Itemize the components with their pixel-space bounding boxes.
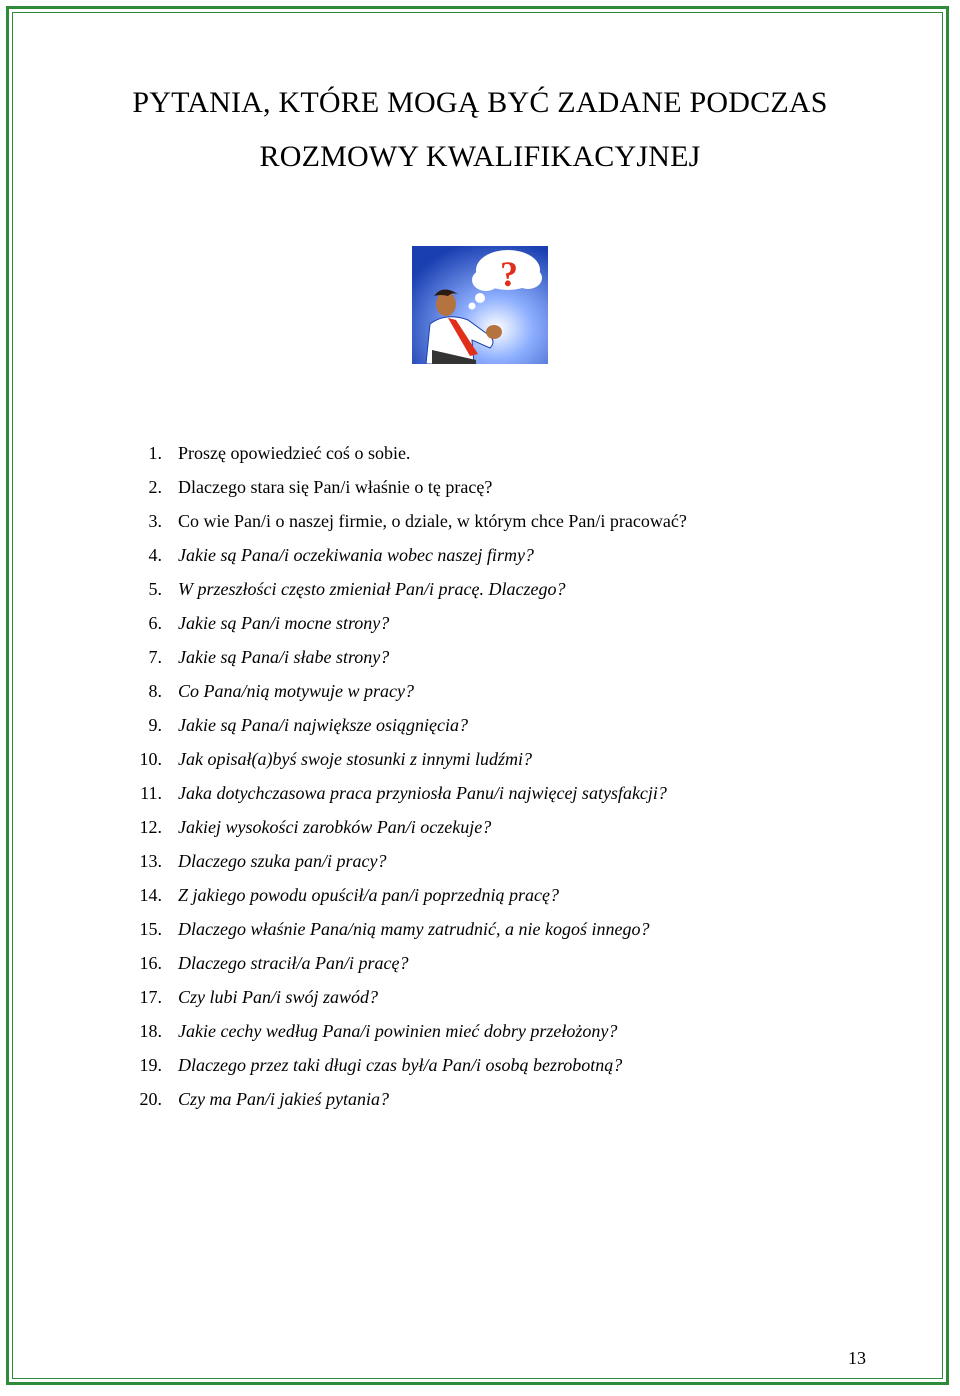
question-number: 13. bbox=[139, 851, 162, 871]
question-number: 20. bbox=[139, 1089, 162, 1109]
question-text: Z jakiego powodu opuścił/a pan/i poprzednią pracę? bbox=[178, 885, 559, 905]
question-text: Jakie są Pan/i mocne strony? bbox=[178, 613, 390, 633]
svg-text:?: ? bbox=[500, 254, 518, 294]
question-number: 10. bbox=[139, 749, 162, 769]
question-text: Dlaczego szuka pan/i pracy? bbox=[178, 851, 387, 871]
question-text: Proszę opowiedzieć coś o sobie. bbox=[178, 443, 411, 463]
question-text: Jakie są Pana/i największe osiągnięcia? bbox=[178, 715, 468, 735]
question-text: Dlaczego stracił/a Pan/i pracę? bbox=[178, 953, 409, 973]
page-title-line-1: PYTANIA, KTÓRE MOGĄ BYĆ ZADANE PODCZAS bbox=[132, 86, 828, 119]
question-number: 6. bbox=[148, 613, 162, 633]
question-text: Dlaczego przez taki długi czas był/a Pan/i osobą bezrobotną? bbox=[178, 1055, 623, 1075]
question-number: 19. bbox=[139, 1055, 162, 1075]
question-number: 5. bbox=[148, 579, 162, 599]
question-number: 1. bbox=[148, 443, 162, 463]
page-title-line-2: ROZMOWY KWALIFIKACYJNEJ bbox=[259, 140, 701, 173]
question-text: Dlaczego stara się Pan/i właśnie o tę pracę? bbox=[178, 477, 493, 497]
question-text: Co Pana/nią motywuje w pracy? bbox=[178, 681, 414, 701]
question-number: 14. bbox=[139, 885, 162, 905]
question-number: 15. bbox=[139, 919, 162, 939]
question-text: Jaka dotychczasowa praca przyniosła Panu/i najwięcej satysfakcji? bbox=[178, 783, 667, 803]
question-text: Jakie są Pana/i oczekiwania wobec naszej firmy? bbox=[178, 545, 534, 565]
question-text: Jakie cechy według Pana/i powinien mieć dobry przełożony? bbox=[178, 1021, 618, 1041]
question-number: 12. bbox=[139, 817, 162, 837]
question-number: 3. bbox=[148, 511, 162, 531]
question-text: Czy lubi Pan/i swój zawód? bbox=[178, 987, 379, 1007]
question-text: W przeszłości często zmieniał Pan/i pracę. Dlaczego? bbox=[178, 579, 566, 599]
question-number: 8. bbox=[148, 681, 162, 701]
page-number: 13 bbox=[848, 1348, 866, 1368]
question-text: Co wie Pan/i o naszej firmie, o dziale, w którym chce Pan/i pracować? bbox=[178, 511, 687, 531]
question-number: 11. bbox=[140, 783, 162, 803]
question-text: Dlaczego właśnie Pana/nią mamy zatrudnić, a nie kogoś innego? bbox=[178, 919, 650, 939]
question-text: Jakie są Pana/i słabe strony? bbox=[178, 647, 390, 667]
question-text: Jak opisał(a)byś swoje stosunki z innymi ludźmi? bbox=[178, 749, 532, 769]
question-number: 16. bbox=[139, 953, 162, 973]
question-number: 9. bbox=[148, 715, 162, 735]
man-thinking-question-icon bbox=[412, 246, 548, 364]
question-number: 18. bbox=[139, 1021, 162, 1041]
question-text: Jakiej wysokości zarobków Pan/i oczekuje? bbox=[178, 817, 492, 837]
question-number: 2. bbox=[148, 477, 162, 497]
question-number: 4. bbox=[148, 545, 162, 565]
question-number: 7. bbox=[148, 647, 162, 667]
question-number: 17. bbox=[139, 987, 162, 1007]
question-text: Czy ma Pan/i jakieś pytania? bbox=[178, 1089, 389, 1109]
